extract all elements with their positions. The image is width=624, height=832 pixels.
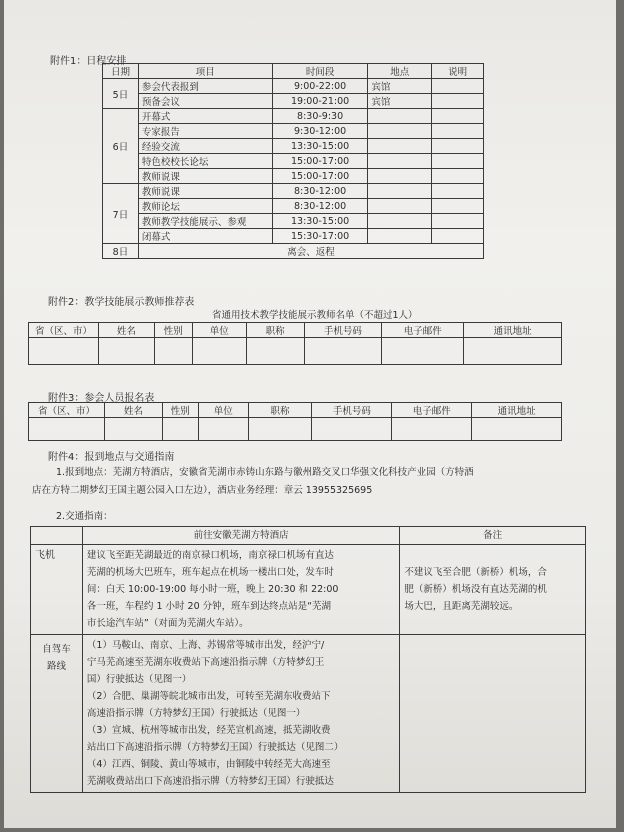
note-cell — [432, 214, 484, 229]
table-row — [103, 229, 484, 244]
note-cell — [432, 124, 484, 139]
table-row — [103, 139, 484, 154]
table-row — [103, 124, 484, 139]
note-cell — [432, 154, 484, 169]
attachment3-title: 附件3：参会人员报名表 — [48, 393, 155, 404]
table-row — [103, 214, 484, 229]
car-note — [400, 635, 586, 793]
place-cell — [368, 184, 432, 199]
header-address: 通讯地址 — [472, 403, 562, 418]
note-cell — [432, 199, 484, 214]
header-email: 电子邮件 — [392, 403, 472, 418]
note-cell — [432, 94, 484, 109]
header-name: 姓名 — [104, 403, 162, 418]
plane-label: 飞机 — [31, 545, 83, 635]
table-header-row — [29, 403, 562, 418]
header-address: 通讯地址 — [464, 323, 562, 338]
time-cell: 15:00-17:00 — [272, 169, 368, 184]
header-unit: 单位 — [192, 323, 246, 338]
item-cell: 教师说课 — [138, 169, 272, 184]
table-row — [29, 338, 562, 365]
header-phone: 手机号码 — [312, 403, 392, 418]
table-row — [29, 418, 562, 441]
item-cell: 参会代表报到 — [138, 79, 272, 94]
place-cell — [368, 124, 432, 139]
date-cell: 6日 — [103, 109, 139, 184]
header-item: 项目 — [138, 64, 272, 79]
car-route: （1）马鞍山、南京、上海、苏锡常等城市出发，经沪宁/ 宁马芜高速至芜湖东收费站下高速沿指示牌（方特梦幻王 国）行驶抵达（见图一） （2）合肥、巢湖等皖北城市出发，可转至芜湖东收费站下 高速沿指示牌（方特梦幻王国）行驶抵达（见图一） （3）宣城、杭州等城市出发，经芜宣机高速，抵芜湖收费 站出口下高速沿指示牌（方特梦幻王国）行驶抵达（见图二） （4）江西、铜陵、黄山等城市，由铜陵中转经芜大高速至 芜湖收费站出口下高速沿指示牌（方特梦幻王国）行驶抵达 — [82, 635, 399, 793]
item-cell: 开幕式 — [138, 109, 272, 124]
note-cell — [432, 79, 484, 94]
teacher-recommend-table — [28, 322, 562, 365]
date-cell: 5日 — [103, 79, 139, 109]
note-cell — [432, 169, 484, 184]
header-route: 前往安徽芜湖方特酒店 — [82, 527, 399, 545]
place-cell — [368, 139, 432, 154]
place-cell — [368, 169, 432, 184]
plane-route: 建议飞至距芜湖最近的南京禄口机场，南京禄口机场有直达 芜湖的机场大巴班车，班车起点在机场一楼出口处，发车时 间：白天 10:00-19:00 每小时一班，晚上 20:30 和 22:00 各一班，车程约 1 小时 20 分钟，班车到达终点站是“芜湖 市长途汽车站”（对面为芜湖火车站）。 — [82, 545, 399, 635]
place-cell — [368, 229, 432, 244]
table-header-row — [31, 527, 586, 545]
time-cell: 9:30-12:00 — [272, 124, 368, 139]
header-gender: 性别 — [154, 323, 192, 338]
table-row — [31, 545, 586, 635]
header-place: 地点 — [368, 64, 432, 79]
header-name: 姓名 — [98, 323, 154, 338]
place-cell — [368, 109, 432, 124]
item-cell: 闭幕式 — [138, 229, 272, 244]
time-cell: 15:30-17:00 — [272, 229, 368, 244]
note-cell — [432, 109, 484, 124]
table-row — [103, 154, 484, 169]
header-unit: 单位 — [198, 403, 248, 418]
header-phone: 手机号码 — [304, 323, 382, 338]
header-note: 说明 — [432, 64, 484, 79]
departure-cell: 离会、返程 — [138, 244, 483, 259]
table-row — [103, 199, 484, 214]
table-row — [31, 635, 586, 793]
time-cell: 15:00-17:00 — [272, 154, 368, 169]
document-page — [4, 0, 616, 828]
table-header-row — [29, 323, 562, 338]
place-cell — [368, 154, 432, 169]
table-row — [103, 94, 484, 109]
header-remark: 备注 — [400, 527, 586, 545]
time-cell: 9:00-22:00 — [272, 79, 368, 94]
schedule-header-row — [103, 64, 484, 79]
note-cell — [432, 229, 484, 244]
time-cell: 8:30-9:30 — [272, 109, 368, 124]
place-cell — [368, 214, 432, 229]
note-cell — [432, 184, 484, 199]
header-gender: 性别 — [162, 403, 198, 418]
checkin-location-line1: 1.报到地点：芜湖方特酒店，安徽省芜湖市赤铸山东路与徽州路交叉口华强文化科技产业园（方特酒 — [56, 467, 474, 478]
item-cell: 特色校校长论坛 — [138, 154, 272, 169]
header-blank — [31, 527, 83, 545]
date-cell: 7日 — [103, 184, 139, 244]
header-title: 职称 — [248, 403, 312, 418]
attachment2-caption: 省通用技术教学技能展示教师名单（不超过1人） — [212, 310, 418, 321]
time-cell: 8:30-12:00 — [272, 199, 368, 214]
schedule-table — [102, 63, 484, 259]
header-email: 电子邮件 — [382, 323, 464, 338]
item-cell: 预备会议 — [138, 94, 272, 109]
table-row — [103, 169, 484, 184]
header-date: 日期 — [103, 64, 139, 79]
header-province: 省（区、市） — [29, 403, 105, 418]
place-cell: 宾馆 — [368, 79, 432, 94]
traffic-guide-table — [30, 526, 586, 793]
checkin-location-line2: 店在方特二期梦幻王国主题公园入口左边），酒店业务经理：章云 13955325695 — [32, 485, 373, 496]
date-cell: 8日 — [103, 244, 139, 259]
time-cell: 8:30-12:00 — [272, 184, 368, 199]
attachment2-title: 附件2：教学技能展示教师推荐表 — [48, 297, 195, 308]
header-time: 时间段 — [272, 64, 368, 79]
item-cell: 教师教学技能展示、参观 — [138, 214, 272, 229]
item-cell: 教师论坛 — [138, 199, 272, 214]
item-cell: 专家报告 — [138, 124, 272, 139]
place-cell: 宾馆 — [368, 94, 432, 109]
table-row — [103, 79, 484, 94]
table-row — [103, 244, 484, 259]
table-row — [103, 109, 484, 124]
attachment4-title: 附件4：报到地点与交通指南 — [48, 452, 175, 463]
note-cell — [432, 139, 484, 154]
table-row — [103, 184, 484, 199]
plane-note: 不建议飞至合肥（新桥）机场，合 肥（新桥）机场没有直达芜湖的机 场大巴，且距离芜湖较远。 — [400, 545, 586, 635]
registration-table — [28, 402, 562, 441]
header-province: 省（区、市） — [29, 323, 99, 338]
time-cell: 19:00-21:00 — [272, 94, 368, 109]
item-cell: 教师说课 — [138, 184, 272, 199]
time-cell: 13:30-15:00 — [272, 139, 368, 154]
item-cell: 经验交流 — [138, 139, 272, 154]
traffic-guide-heading: 2.交通指南： — [56, 511, 113, 522]
place-cell — [368, 199, 432, 214]
header-title: 职称 — [246, 323, 304, 338]
time-cell: 13:30-15:00 — [272, 214, 368, 229]
attachment1-title: 附件1：日程安排 — [50, 56, 127, 67]
car-label: 自驾车 路线 — [31, 635, 83, 793]
